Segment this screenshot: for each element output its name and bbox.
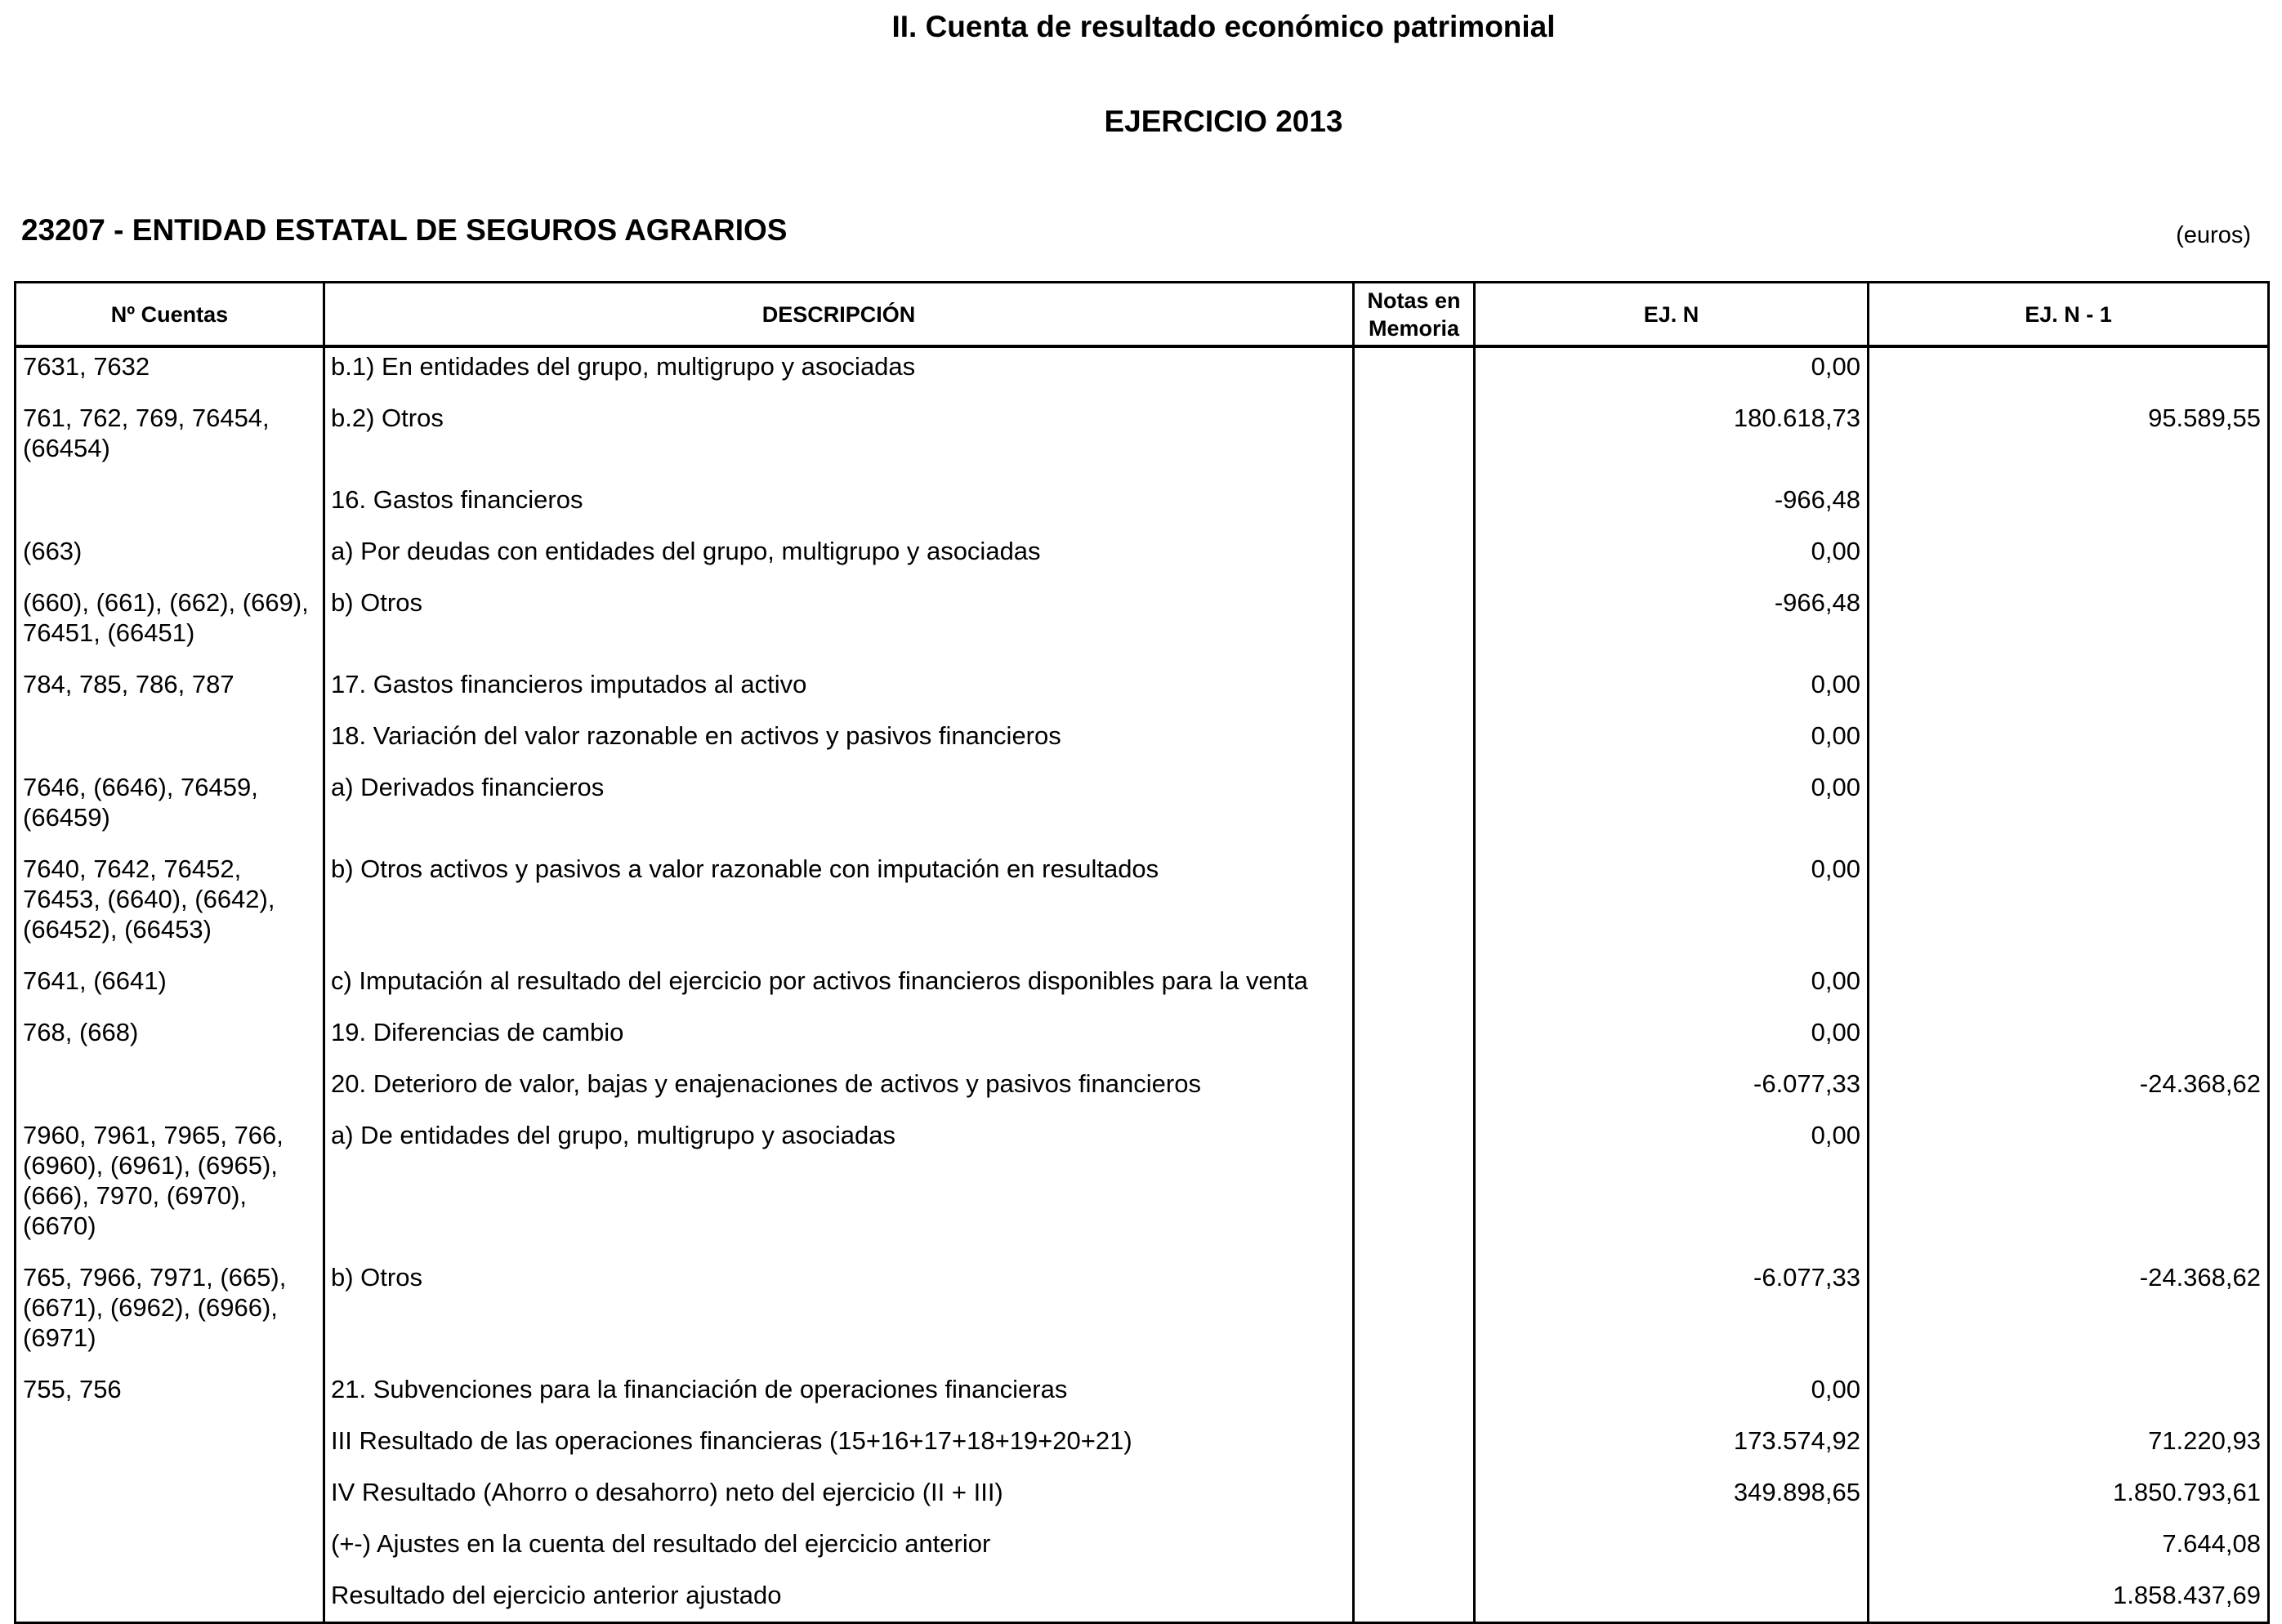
cell-current-year: 0,00 xyxy=(1475,769,1869,850)
cell-notes xyxy=(1354,1065,1475,1117)
currency-units: (euros) xyxy=(2176,222,2251,248)
cell-notes xyxy=(1354,481,1475,533)
column-header-previous-year: EJ. N - 1 xyxy=(1869,283,2269,347)
table-row xyxy=(16,717,2269,769)
cell-accounts: 765, 7966, 7971, (665), (6671), (6962), (6966), (6971) xyxy=(16,1259,324,1371)
cell-current-year: -966,48 xyxy=(1475,584,1869,666)
cell-notes xyxy=(1354,346,1475,399)
cell-notes xyxy=(1354,769,1475,850)
cell-previous-year xyxy=(1869,962,2269,1014)
results-table xyxy=(14,281,2267,1624)
table-row xyxy=(16,1117,2269,1259)
table-row xyxy=(16,1525,2269,1577)
cell-previous-year xyxy=(1869,1014,2269,1065)
cell-notes xyxy=(1354,1259,1475,1371)
cell-notes xyxy=(1354,1014,1475,1065)
notes-header-line2: Memoria xyxy=(1368,315,1460,341)
entity-name: 23207 - ENTIDAD ESTATAL DE SEGUROS AGRARIOS xyxy=(21,213,788,247)
cell-description: IV Resultado (Ahorro o desahorro) neto del ejercicio (II + III) xyxy=(324,1474,1354,1525)
cell-previous-year: 95.589,55 xyxy=(1869,399,2269,481)
column-header-current-year: EJ. N xyxy=(1475,283,1869,347)
table-row xyxy=(16,584,2269,666)
column-header-accounts: Nº Cuentas xyxy=(16,283,324,347)
table-row xyxy=(16,666,2269,717)
cell-current-year: 0,00 xyxy=(1475,962,1869,1014)
cell-previous-year xyxy=(1869,1371,2269,1422)
cell-description: a) De entidades del grupo, multigrupo y asociadas xyxy=(324,1117,1354,1259)
cell-previous-year: -24.368,62 xyxy=(1869,1259,2269,1371)
cell-current-year: 0,00 xyxy=(1475,1371,1869,1422)
table-row xyxy=(16,1259,2269,1371)
cell-accounts: 7631, 7632 xyxy=(16,346,324,399)
cell-current-year xyxy=(1475,1577,1869,1623)
cell-description: (+-) Ajustes en la cuenta del resultado del ejercicio anterior xyxy=(324,1525,1354,1577)
cell-description: a) Por deudas con entidades del grupo, multigrupo y asociadas xyxy=(324,533,1354,584)
cell-current-year: 0,00 xyxy=(1475,1014,1869,1065)
cell-accounts: 7960, 7961, 7965, 766, (6960), (6961), (6965), (666), 7970, (6970), (6670) xyxy=(16,1117,324,1259)
table-row xyxy=(16,1014,2269,1065)
page-title: II. Cuenta de resultado económico patrimonial xyxy=(891,10,1556,43)
cell-previous-year xyxy=(1869,666,2269,717)
cell-notes xyxy=(1354,1474,1475,1525)
cell-accounts xyxy=(16,1577,324,1623)
cell-description: Resultado del ejercicio anterior ajustado xyxy=(324,1577,1354,1623)
cell-current-year: 0,00 xyxy=(1475,533,1869,584)
cell-previous-year: 1.858.437,69 xyxy=(1869,1577,2269,1623)
cell-current-year: 0,00 xyxy=(1475,1117,1869,1259)
table-row xyxy=(16,962,2269,1014)
cell-current-year: 0,00 xyxy=(1475,717,1869,769)
cell-previous-year: 71.220,93 xyxy=(1869,1422,2269,1474)
cell-accounts: (663) xyxy=(16,533,324,584)
cell-description: b) Otros xyxy=(324,1259,1354,1371)
cell-current-year: 0,00 xyxy=(1475,850,1869,962)
table-row xyxy=(16,1422,2269,1474)
cell-description: III Resultado de las operaciones financieras (15+16+17+18+19+20+21) xyxy=(324,1422,1354,1474)
cell-previous-year xyxy=(1869,533,2269,584)
cell-accounts: 7646, (6646), 76459, (66459) xyxy=(16,769,324,850)
cell-description: c) Imputación al resultado del ejercicio por activos financieros disponibles para la venta xyxy=(324,962,1354,1014)
cell-previous-year xyxy=(1869,769,2269,850)
cell-description: 16. Gastos financieros xyxy=(324,481,1354,533)
cell-accounts: 7640, 7642, 76452, 76453, (6640), (6642), (66452), (66453) xyxy=(16,850,324,962)
cell-notes xyxy=(1354,1525,1475,1577)
cell-notes xyxy=(1354,1371,1475,1422)
cell-current-year: 173.574,92 xyxy=(1475,1422,1869,1474)
cell-previous-year xyxy=(1869,850,2269,962)
cell-previous-year xyxy=(1869,481,2269,533)
cell-description: 20. Deterioro de valor, bajas y enajenaciones de activos y pasivos financieros xyxy=(324,1065,1354,1117)
cell-current-year: 180.618,73 xyxy=(1475,399,1869,481)
table-header-row xyxy=(16,283,2269,347)
cell-previous-year xyxy=(1869,1117,2269,1259)
cell-description: 21. Subvenciones para la financiación de operaciones financieras xyxy=(324,1371,1354,1422)
cell-notes xyxy=(1354,1577,1475,1623)
cell-previous-year: 1.850.793,61 xyxy=(1869,1474,2269,1525)
cell-accounts: 784, 785, 786, 787 xyxy=(16,666,324,717)
table-row xyxy=(16,769,2269,850)
cell-accounts: 768, (668) xyxy=(16,1014,324,1065)
cell-notes xyxy=(1354,666,1475,717)
cell-notes xyxy=(1354,533,1475,584)
cell-previous-year xyxy=(1869,584,2269,666)
cell-accounts: (660), (661), (662), (669), 76451, (66451) xyxy=(16,584,324,666)
cell-previous-year: 7.644,08 xyxy=(1869,1525,2269,1577)
cell-notes xyxy=(1354,584,1475,666)
cell-current-year: 0,00 xyxy=(1475,666,1869,717)
table-row xyxy=(16,399,2269,481)
cell-accounts xyxy=(16,1474,324,1525)
fiscal-year: EJERCICIO 2013 xyxy=(1104,105,1343,138)
cell-notes xyxy=(1354,962,1475,1014)
table-row xyxy=(16,346,2269,399)
cell-accounts xyxy=(16,1422,324,1474)
cell-description: a) Derivados financieros xyxy=(324,769,1354,850)
table-body xyxy=(16,346,2269,1623)
table-row xyxy=(16,850,2269,962)
cell-previous-year xyxy=(1869,346,2269,399)
cell-description: 17. Gastos financieros imputados al activo xyxy=(324,666,1354,717)
cell-description: b.1) En entidades del grupo, multigrupo y asociadas xyxy=(324,346,1354,399)
table-row xyxy=(16,1065,2269,1117)
cell-description: 19. Diferencias de cambio xyxy=(324,1014,1354,1065)
cell-description: b) Otros activos y pasivos a valor razonable con imputación en resultados xyxy=(324,850,1354,962)
cell-previous-year: -24.368,62 xyxy=(1869,1065,2269,1117)
cell-previous-year xyxy=(1869,717,2269,769)
cell-notes xyxy=(1354,1117,1475,1259)
cell-current-year xyxy=(1475,1525,1869,1577)
cell-notes xyxy=(1354,850,1475,962)
cell-accounts xyxy=(16,1065,324,1117)
cell-accounts xyxy=(16,717,324,769)
cell-current-year: -6.077,33 xyxy=(1475,1259,1869,1371)
table-row xyxy=(16,481,2269,533)
column-header-notes xyxy=(1354,283,1475,347)
table-row xyxy=(16,1371,2269,1422)
cell-current-year: -966,48 xyxy=(1475,481,1869,533)
notes-header-line1: Notas en xyxy=(1367,288,1461,313)
cell-accounts: 755, 756 xyxy=(16,1371,324,1422)
cell-description: b.2) Otros xyxy=(324,399,1354,481)
cell-description: 18. Variación del valor razonable en activos y pasivos financieros xyxy=(324,717,1354,769)
table-row xyxy=(16,533,2269,584)
cell-notes xyxy=(1354,399,1475,481)
cell-current-year: 0,00 xyxy=(1475,346,1869,399)
cell-accounts: 761, 762, 769, 76454, (66454) xyxy=(16,399,324,481)
cell-accounts: 7641, (6641) xyxy=(16,962,324,1014)
cell-current-year: -6.077,33 xyxy=(1475,1065,1869,1117)
cell-description: b) Otros xyxy=(324,584,1354,666)
cell-accounts xyxy=(16,1525,324,1577)
cell-notes xyxy=(1354,717,1475,769)
table-row xyxy=(16,1474,2269,1525)
cell-notes xyxy=(1354,1422,1475,1474)
table-row xyxy=(16,1577,2269,1623)
column-header-description: DESCRIPCIÓN xyxy=(324,283,1354,347)
cell-current-year: 349.898,65 xyxy=(1475,1474,1869,1525)
cell-accounts xyxy=(16,481,324,533)
